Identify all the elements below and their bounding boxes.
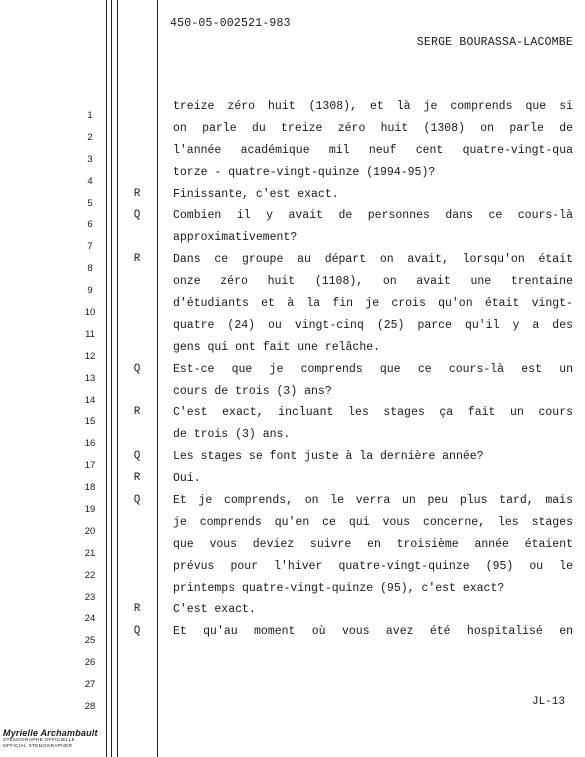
line-text: je comprends qu'en ce qui vous concerne, les stages	[173, 515, 573, 529]
line-number: 9	[87, 285, 93, 297]
line-number: 16	[84, 438, 96, 450]
line-number: 15	[84, 416, 96, 428]
line-text: d'étudiants et à la fin je crois qu'on était vingt-	[173, 297, 573, 311]
witness-name: SERGE BOURASSA-LACOMBE	[416, 36, 573, 49]
transcript-line	[0, 673, 585, 695]
line-text: cours de trois (3) ans?	[173, 384, 332, 398]
speaker-marker: R	[133, 472, 141, 485]
speaker-marker: Q	[133, 209, 141, 222]
line-number: 28	[84, 701, 96, 713]
speaker-marker: Q	[133, 362, 141, 375]
line-text: quatre (24) ou vingt-cinq (25) parce qu'il y a des	[173, 318, 573, 332]
transcript-lines	[0, 100, 585, 717]
speaker-marker: R	[133, 406, 141, 419]
line-number: 27	[84, 679, 96, 691]
line-text: approximativement?	[173, 231, 298, 245]
transcript-line	[0, 695, 585, 717]
line-number: 3	[87, 153, 93, 165]
line-number: 23	[84, 591, 96, 603]
line-number: 25	[84, 635, 96, 647]
line-text: Les stages se font juste à la dernière année?	[173, 450, 484, 464]
line-number: 5	[87, 197, 93, 209]
line-text: torze - quatre-vingt-quinze (1994-95)?	[173, 165, 436, 179]
line-number: 12	[84, 350, 96, 362]
line-number: 8	[87, 263, 93, 275]
line-text: printemps quatre-vingt-quinze (95), c'est exact?	[173, 581, 505, 595]
line-number: 4	[87, 175, 93, 187]
line-number: 24	[84, 613, 96, 625]
line-text: C'est exact, incluant les stages ça fait un cours	[173, 406, 573, 420]
line-number: 14	[84, 394, 96, 406]
line-number: 26	[84, 657, 96, 669]
speaker-marker: R	[133, 253, 141, 266]
line-text: on parle du treize zéro huit (1308) on parle de	[173, 121, 573, 135]
line-text: Finissante, c'est exact.	[173, 187, 339, 201]
line-number: 18	[84, 482, 96, 494]
transcript-line	[0, 625, 585, 651]
case-number: 450-05-002521-983	[170, 17, 291, 30]
line-text: C'est exact.	[173, 603, 256, 617]
line-text: Combien il y avait de personnes dans ce cours-là	[173, 209, 573, 223]
line-number: 1	[87, 110, 93, 121]
line-number: 7	[87, 241, 93, 253]
line-number: 17	[84, 460, 96, 472]
transcript-line	[0, 651, 585, 673]
line-number: 19	[84, 504, 96, 516]
line-text: que vous deviez suivre en troisième année étaient	[173, 537, 573, 551]
line-text: Est-ce que je comprends que ce cours-là est un	[173, 362, 573, 376]
line-text: de trois (3) ans.	[173, 428, 291, 442]
speaker-marker: Q	[133, 625, 141, 638]
line-number: 11	[85, 328, 95, 340]
line-text: prévus pour l'hiver quatre-vingt-quinze (95) ou le	[173, 559, 573, 573]
line-number: 13	[84, 372, 96, 384]
speaker-marker: R	[133, 187, 141, 200]
line-text: gens qui ont fait une relâche.	[173, 340, 381, 354]
stenographer-name: Myrielle Archambault	[3, 728, 98, 738]
line-number: 2	[87, 131, 93, 143]
speaker-marker: Q	[133, 450, 141, 463]
line-number: 22	[84, 569, 96, 581]
line-text: Oui.	[173, 472, 201, 486]
stenographer-title-en: OFFICIAL STENOGRAPHER	[3, 744, 73, 749]
line-number: 21	[84, 547, 96, 559]
line-text: Et je comprends, on le verra un peu plus tard, mais	[173, 494, 573, 508]
speaker-marker: Q	[133, 494, 141, 507]
line-text: treize zéro huit (1308), et là je comprends que si	[173, 100, 573, 113]
line-text: onze zéro huit (1108), on avait une trentaine	[173, 275, 573, 289]
line-number: 6	[87, 219, 93, 231]
page-label: JL-13	[532, 696, 566, 708]
stenographer-signature	[3, 728, 98, 750]
speaker-marker: R	[133, 603, 141, 616]
line-number: 10	[84, 307, 96, 319]
stenographer-title-fr: STÉNOGRAPHE OFFICIELLE	[3, 738, 76, 743]
line-text: l'année académique mil neuf cent quatre-vingt-qua	[173, 143, 573, 157]
line-text: Et qu'au moment où vous avez été hospitalisé en	[173, 625, 573, 639]
line-text: Dans ce groupe au départ on avait, lorsqu'on était	[173, 253, 573, 267]
line-number: 20	[84, 525, 96, 537]
